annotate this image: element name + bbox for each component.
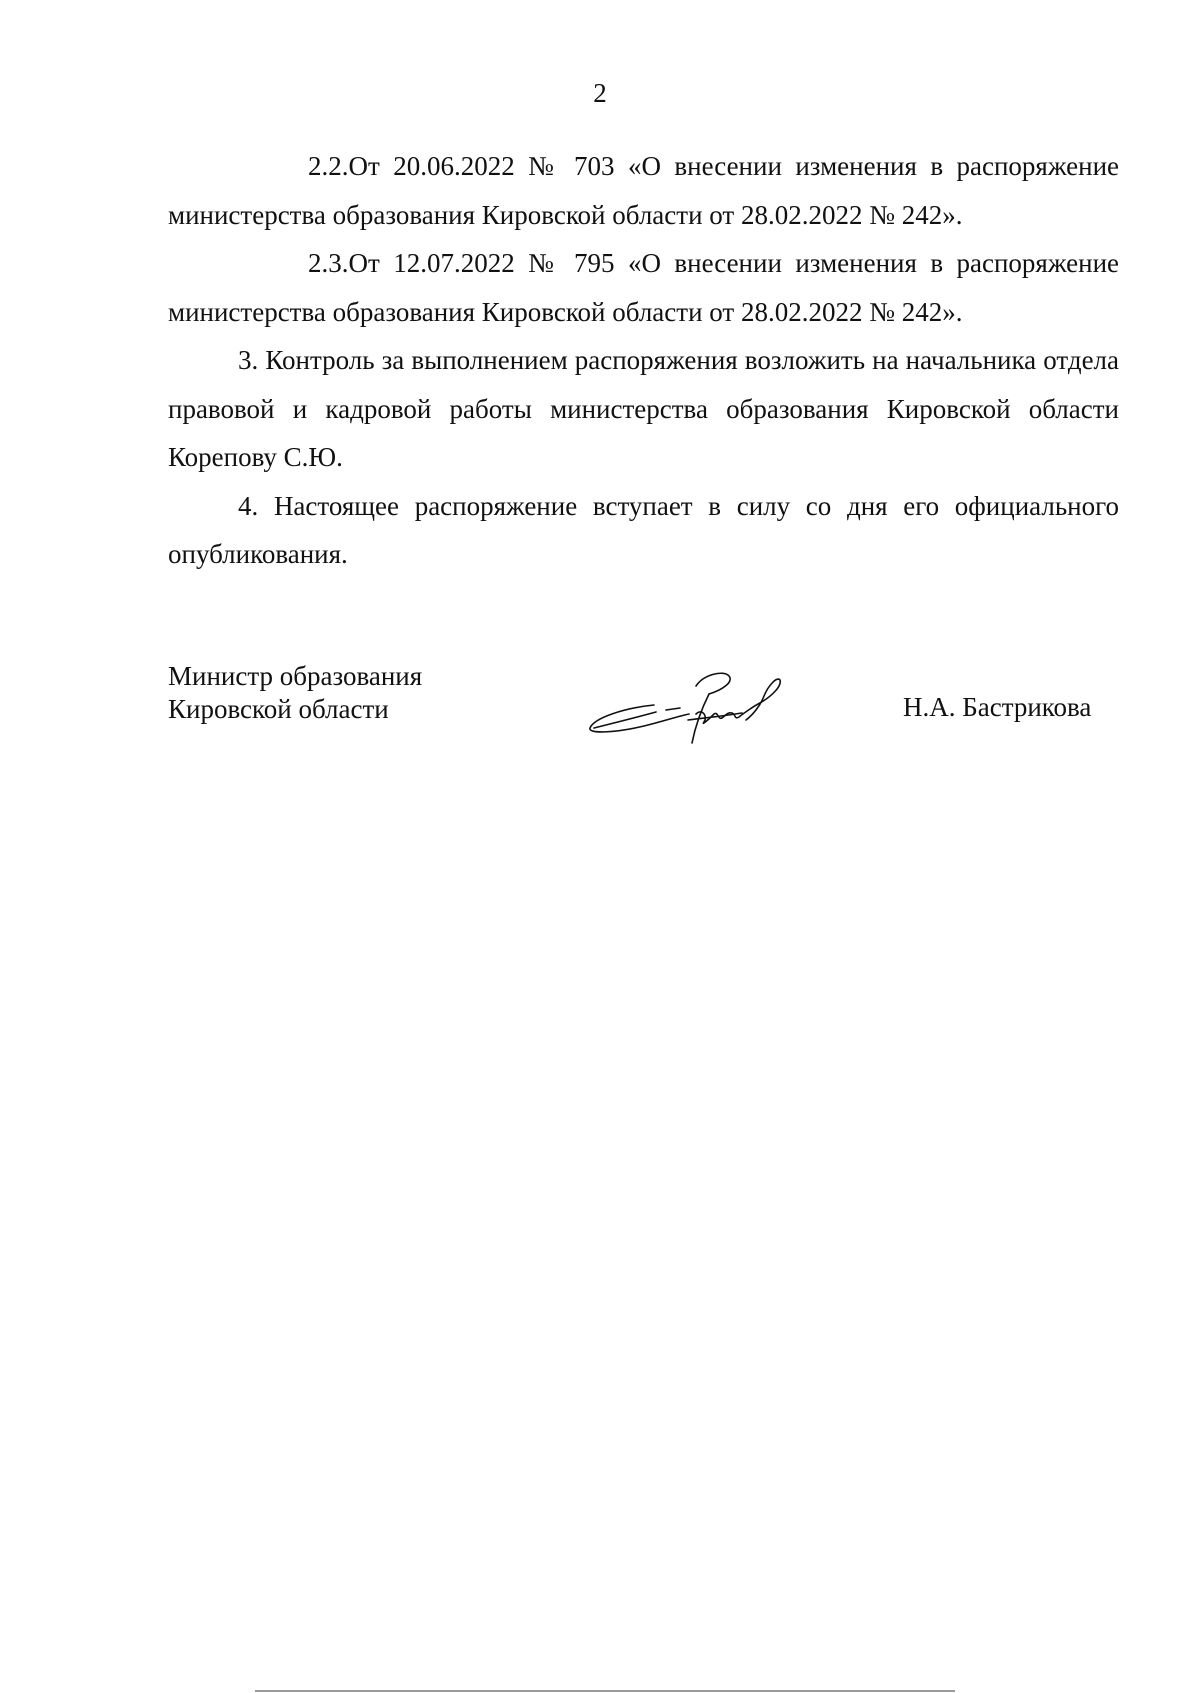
paragraph-number: 2.3. — [308, 248, 349, 278]
paragraph-4 — [168, 482, 1119, 579]
signatory-position-line: Министр образования — [168, 661, 423, 691]
paragraph-text: Контроль за выполнением распоряжения возложить на начальника отдела правовой и кадровой работы министерства образования Кировской области Корепову С.Ю. — [168, 345, 1120, 472]
paragraph-2-2 — [168, 142, 1119, 239]
page-number: 2 — [593, 78, 607, 108]
paragraph-text: От 12.07.2022 № 795 «О внесении изменения в распоряжение министерства образования Кировской области от 28.02.2022 № 242». — [168, 248, 1119, 327]
paragraph-number: 3. — [238, 345, 259, 375]
signatory-position-line: Кировской области — [168, 694, 389, 724]
paragraph-3 — [168, 336, 1119, 482]
document-body — [168, 142, 1119, 579]
paragraph-number: 4. — [238, 490, 259, 521]
handwritten-signature — [584, 668, 804, 758]
paragraph-text: От 20.06.2022 № 703 «О внесении изменения в распоряжение министерства образования Кировской области от 28.02.2022 № 242». — [168, 151, 1119, 230]
paragraph-number: 2.2. — [308, 151, 349, 181]
bottom-divider — [255, 1690, 955, 1692]
signatory-name: Н.А. Бастрикова — [903, 692, 1092, 722]
paragraph-text: Настоящее распоряжение вступает в силу со дня его официального опубликования. — [168, 490, 1120, 569]
paragraph-2-3 — [168, 239, 1119, 336]
signatory-position — [168, 660, 422, 726]
